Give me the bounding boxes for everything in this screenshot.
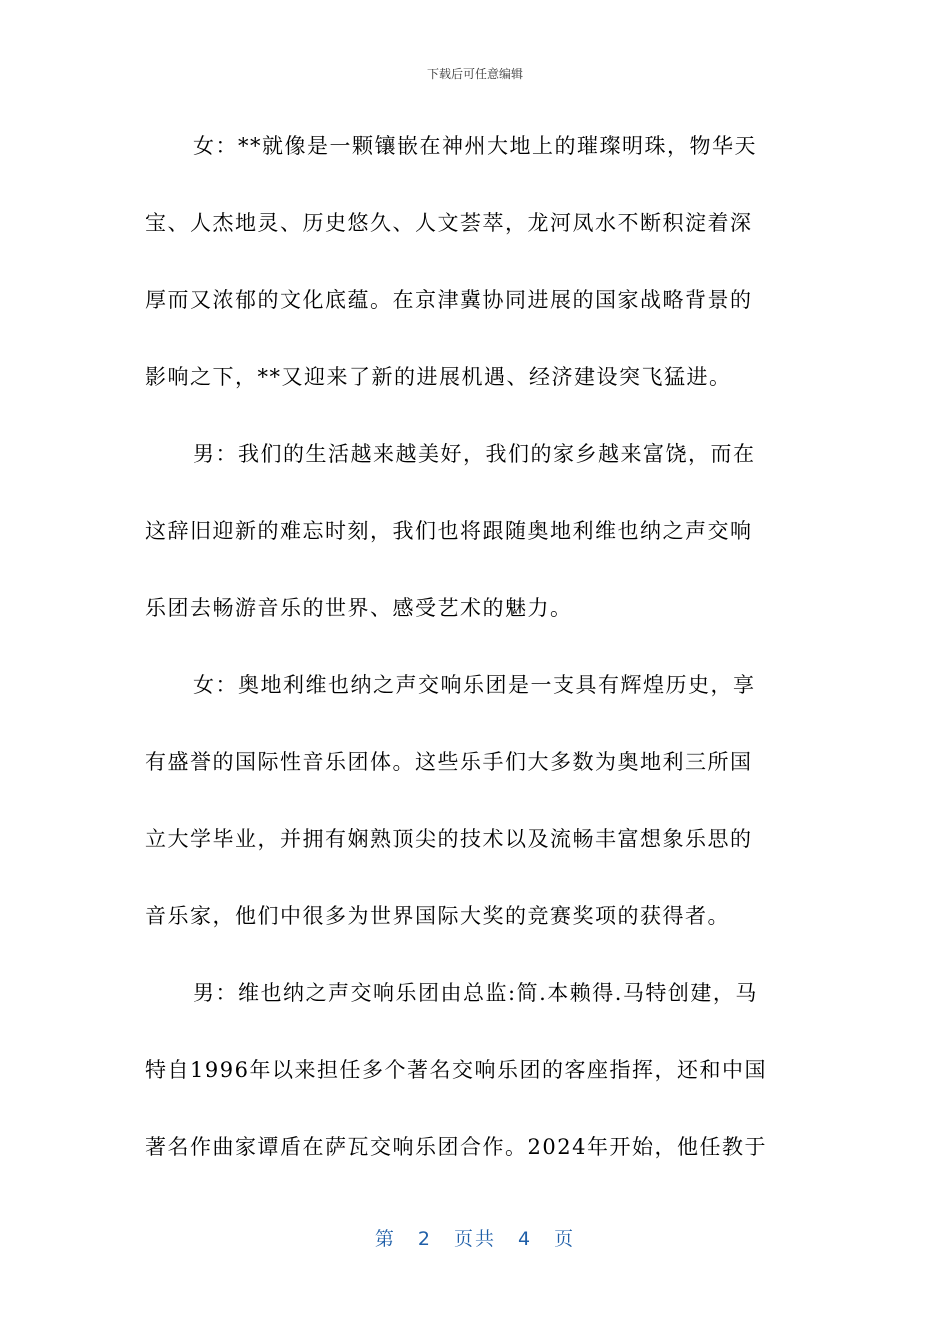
text-line: 宝、人杰地灵、历史悠久、人文荟萃，龙河凤水不断积淀着深 <box>145 211 753 235</box>
text-line: 这辞旧迎新的难忘时刻，我们也将跟随奥地利维也纳之声交响 <box>145 519 753 543</box>
text-line: 著名作曲家谭盾在萨瓦交响乐团合作。2024年开始，他任教于 <box>145 1135 767 1159</box>
text-line: 男：维也纳之声交响乐团由总监:简.本赖得.马特创建，马 <box>193 981 758 1005</box>
text-line: 音乐家，他们中很多为世界国际大奖的竞赛奖项的获得者。 <box>145 904 730 928</box>
text-line: 厚而又浓郁的文化底蕴。在京津冀协同进展的国家战略背景的 <box>145 288 753 312</box>
text-line: 男：我们的生活越来越美好，我们的家乡越来富饶，而在 <box>193 442 756 466</box>
footer-prefix: 第 <box>374 1228 396 1250</box>
text-line: 乐团去畅游音乐的世界、感受艺术的魅力。 <box>145 596 573 620</box>
footer-middle: 页共 <box>453 1228 496 1250</box>
text-line: 有盛誉的国际性音乐团体。这些乐手们大多数为奥地利三所国 <box>145 750 753 774</box>
page-header: 下载后可任意编辑 <box>426 67 523 81</box>
text-line: 影响之下，**又迎来了新的进展机遇、经济建设突飞猛进。 <box>145 365 732 389</box>
page-footer <box>0 1226 950 1252</box>
text-line: 立大学毕业，并拥有娴熟顶尖的技术以及流畅丰富想象乐思的 <box>145 827 753 851</box>
text-line: 女：奥地利维也纳之声交响乐团是一支具有辉煌历史，享 <box>193 673 756 697</box>
document-body <box>145 128 809 1206</box>
total-page-number: 4 <box>518 1228 533 1250</box>
current-page-number: 2 <box>417 1228 432 1250</box>
footer-suffix: 页 <box>554 1228 576 1250</box>
text-line: 特自1996年以来担任多个著名交响乐团的客座指挥，还和中国 <box>145 1058 767 1082</box>
text-line: 女：**就像是一颗镶嵌在神州大地上的璀璨明珠，物华天 <box>193 134 757 158</box>
